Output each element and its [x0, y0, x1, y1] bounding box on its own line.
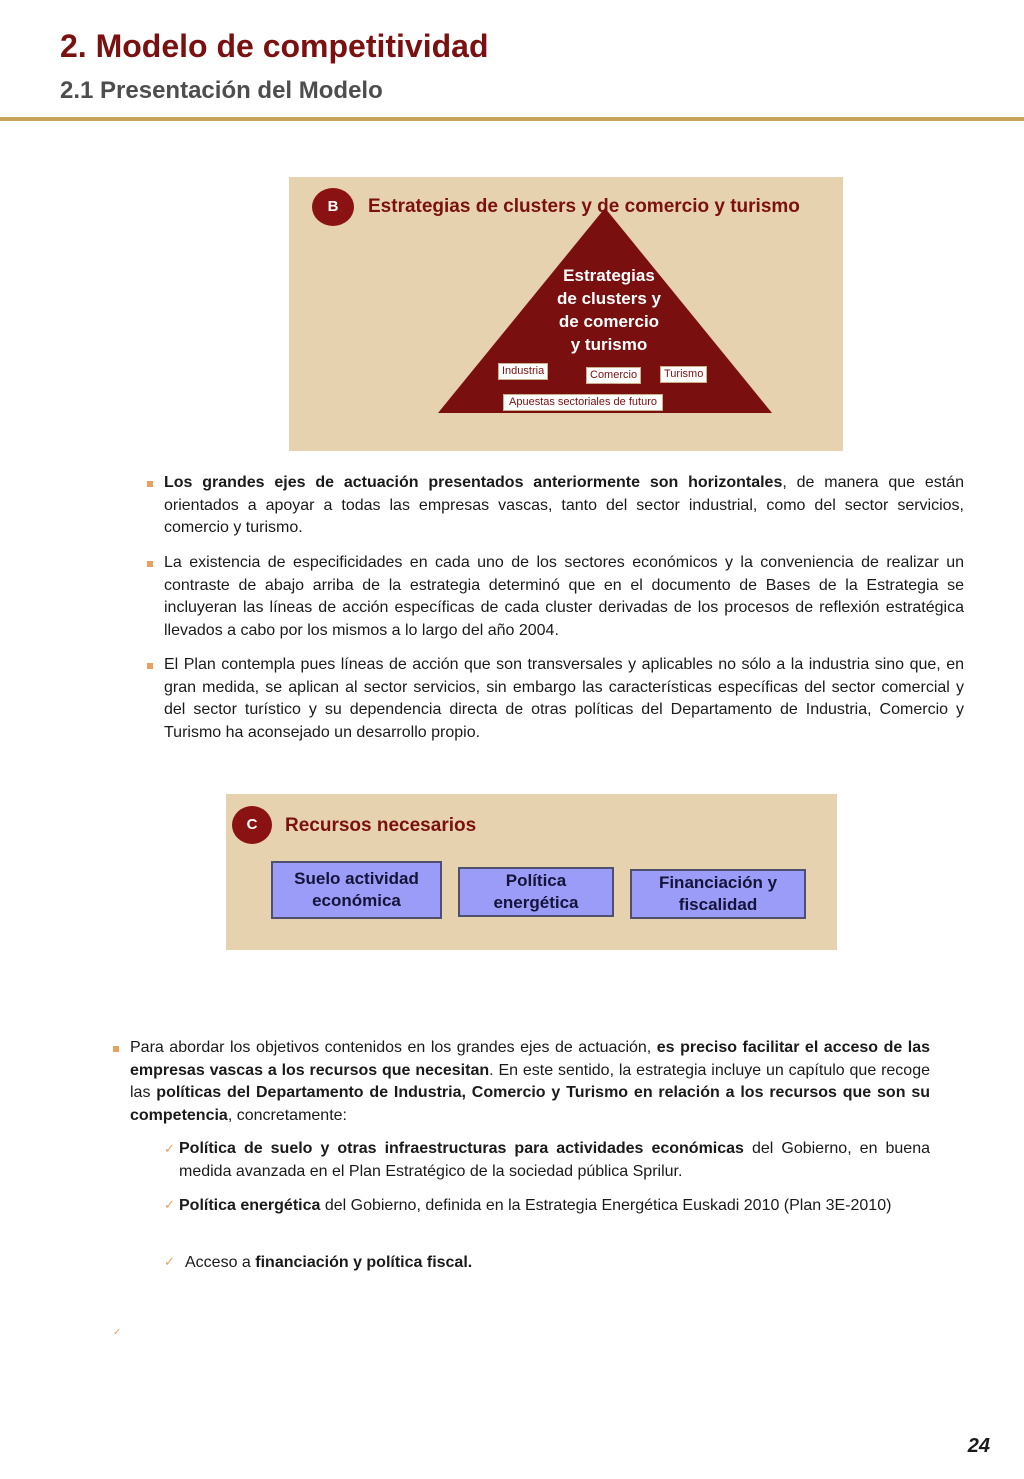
triangle-line: de clusters y — [557, 289, 661, 308]
paragraph-text: Para abordar los objetivos contenidos en los grandes ejes de actuación, — [130, 1039, 657, 1056]
paragraph-text: Acceso a — [185, 1254, 256, 1271]
checkmark-icon: ✓ — [164, 1254, 175, 1269]
page-number: 24 — [967, 1435, 990, 1457]
tag-apuestas: Apuestas sectoriales de futuro — [503, 394, 663, 411]
tag-industria: Industria — [498, 363, 548, 380]
resource-line: Política — [505, 871, 567, 890]
paragraph-bold: financiación y política fiscal. — [255, 1254, 473, 1271]
list-item-energia — [179, 1195, 930, 1218]
paragraph-text: . En este sentido, la estrategia incluye un capítulo que recoge las — [130, 1061, 930, 1102]
list-item-financiacion — [185, 1252, 930, 1275]
resource-line: económica — [312, 891, 401, 910]
resource-box-suelo — [271, 861, 442, 919]
paragraph-bold: Política de suelo y otras infraestructuras para actividades económicas — [179, 1140, 744, 1157]
paragraph-horizontal-axes — [164, 472, 964, 540]
triangle-line: de comercio — [558, 312, 660, 331]
triangle-label — [530, 264, 688, 356]
list-item-suelo — [179, 1138, 930, 1183]
bullet-square-icon — [113, 1046, 119, 1052]
bullet-square-icon — [147, 481, 153, 487]
paragraph-text: , concretamente: — [227, 1106, 347, 1124]
panel-badge-c: C — [232, 806, 272, 844]
resource-line: Financiación y — [658, 873, 778, 892]
paragraph-bold: Política energética — [179, 1197, 321, 1214]
tag-comercio: Comercio — [586, 367, 641, 384]
bullet-square-icon — [147, 663, 153, 669]
panel-badge-b: B — [312, 188, 354, 226]
paragraph-resources — [130, 1037, 930, 1127]
panel-heading-resources: Recursos necesarios — [285, 815, 477, 836]
page-subtitle: 2.1 Presentación del Modelo — [60, 77, 383, 104]
resource-line: energética — [493, 893, 579, 912]
resource-box-financiacion — [630, 869, 806, 919]
panel-heading-strategy: Estrategias de clusters y de comercio y turismo — [368, 196, 800, 217]
triangle-line: y turismo — [570, 335, 648, 354]
paragraph-bold: es preciso facilitar el acceso de las empresas vascas a los recursos que necesitan — [130, 1039, 930, 1079]
paragraph-specificities: La existencia de especificidades en cada uno de los sectores económicos y la conveniencia de realizar un contraste de abajo arriba de la estrategia determinó que en el documento de Bases de la Estrategia se incluyeran las líneas de acción específicas de cada cluster derivadas de los procesos de reflexión estratégica llevados a cabo por los mismos a lo largo del año 2004. — [164, 554, 964, 639]
resource-line: Suelo actividad — [294, 869, 419, 888]
paragraph-bold: políticas del Departamento de Industria, Comercio y Turismo en relación a los recursos que son su competencia — [130, 1084, 930, 1124]
triangle-line: Estrategias — [563, 266, 655, 285]
tag-turismo: Turismo — [660, 366, 707, 383]
paragraph-text: del Gobierno, definida en la Estrategia Energética Euskadi 2010 (Plan 3E-2010) — [320, 1197, 892, 1214]
resource-box-politica — [458, 867, 614, 917]
page-title: 2. Modelo de competitividad — [60, 28, 489, 64]
paragraph-text: del Gobierno, en buena medida avanzada en el Plan Estratégico de la sociedad pública Sprilur. — [179, 1140, 931, 1180]
paragraph-plan: El Plan contempla pues líneas de acción que son transversales y aplicables no sólo a la industria sino que, en gran medida, se aplican al sector servicios, sin embargo las características específicas del sector comercial y del sector turístico y su dependencia directa de otras políticas del Departamento de Industria, Comercio y Turismo ha aconsejado un desarrollo propio. — [164, 656, 964, 741]
resource-line: fiscalidad — [678, 895, 758, 914]
bullet-square-icon — [147, 561, 153, 567]
header-rule — [0, 117, 1024, 121]
checkmark-icon: ✓ — [164, 1141, 175, 1156]
checkmark-icon: ✓ — [164, 1197, 175, 1212]
paragraph-bold: Los grandes ejes de actuación presentados anteriormente son horizontales — [164, 474, 783, 491]
checkmark-icon: ✓ — [113, 1327, 122, 1338]
paragraph-text: , de manera que están orientados a apoyar a todas las empresas vascas, tanto del sector industrial, como del sector servicios, comercio y turismo. — [164, 474, 965, 537]
